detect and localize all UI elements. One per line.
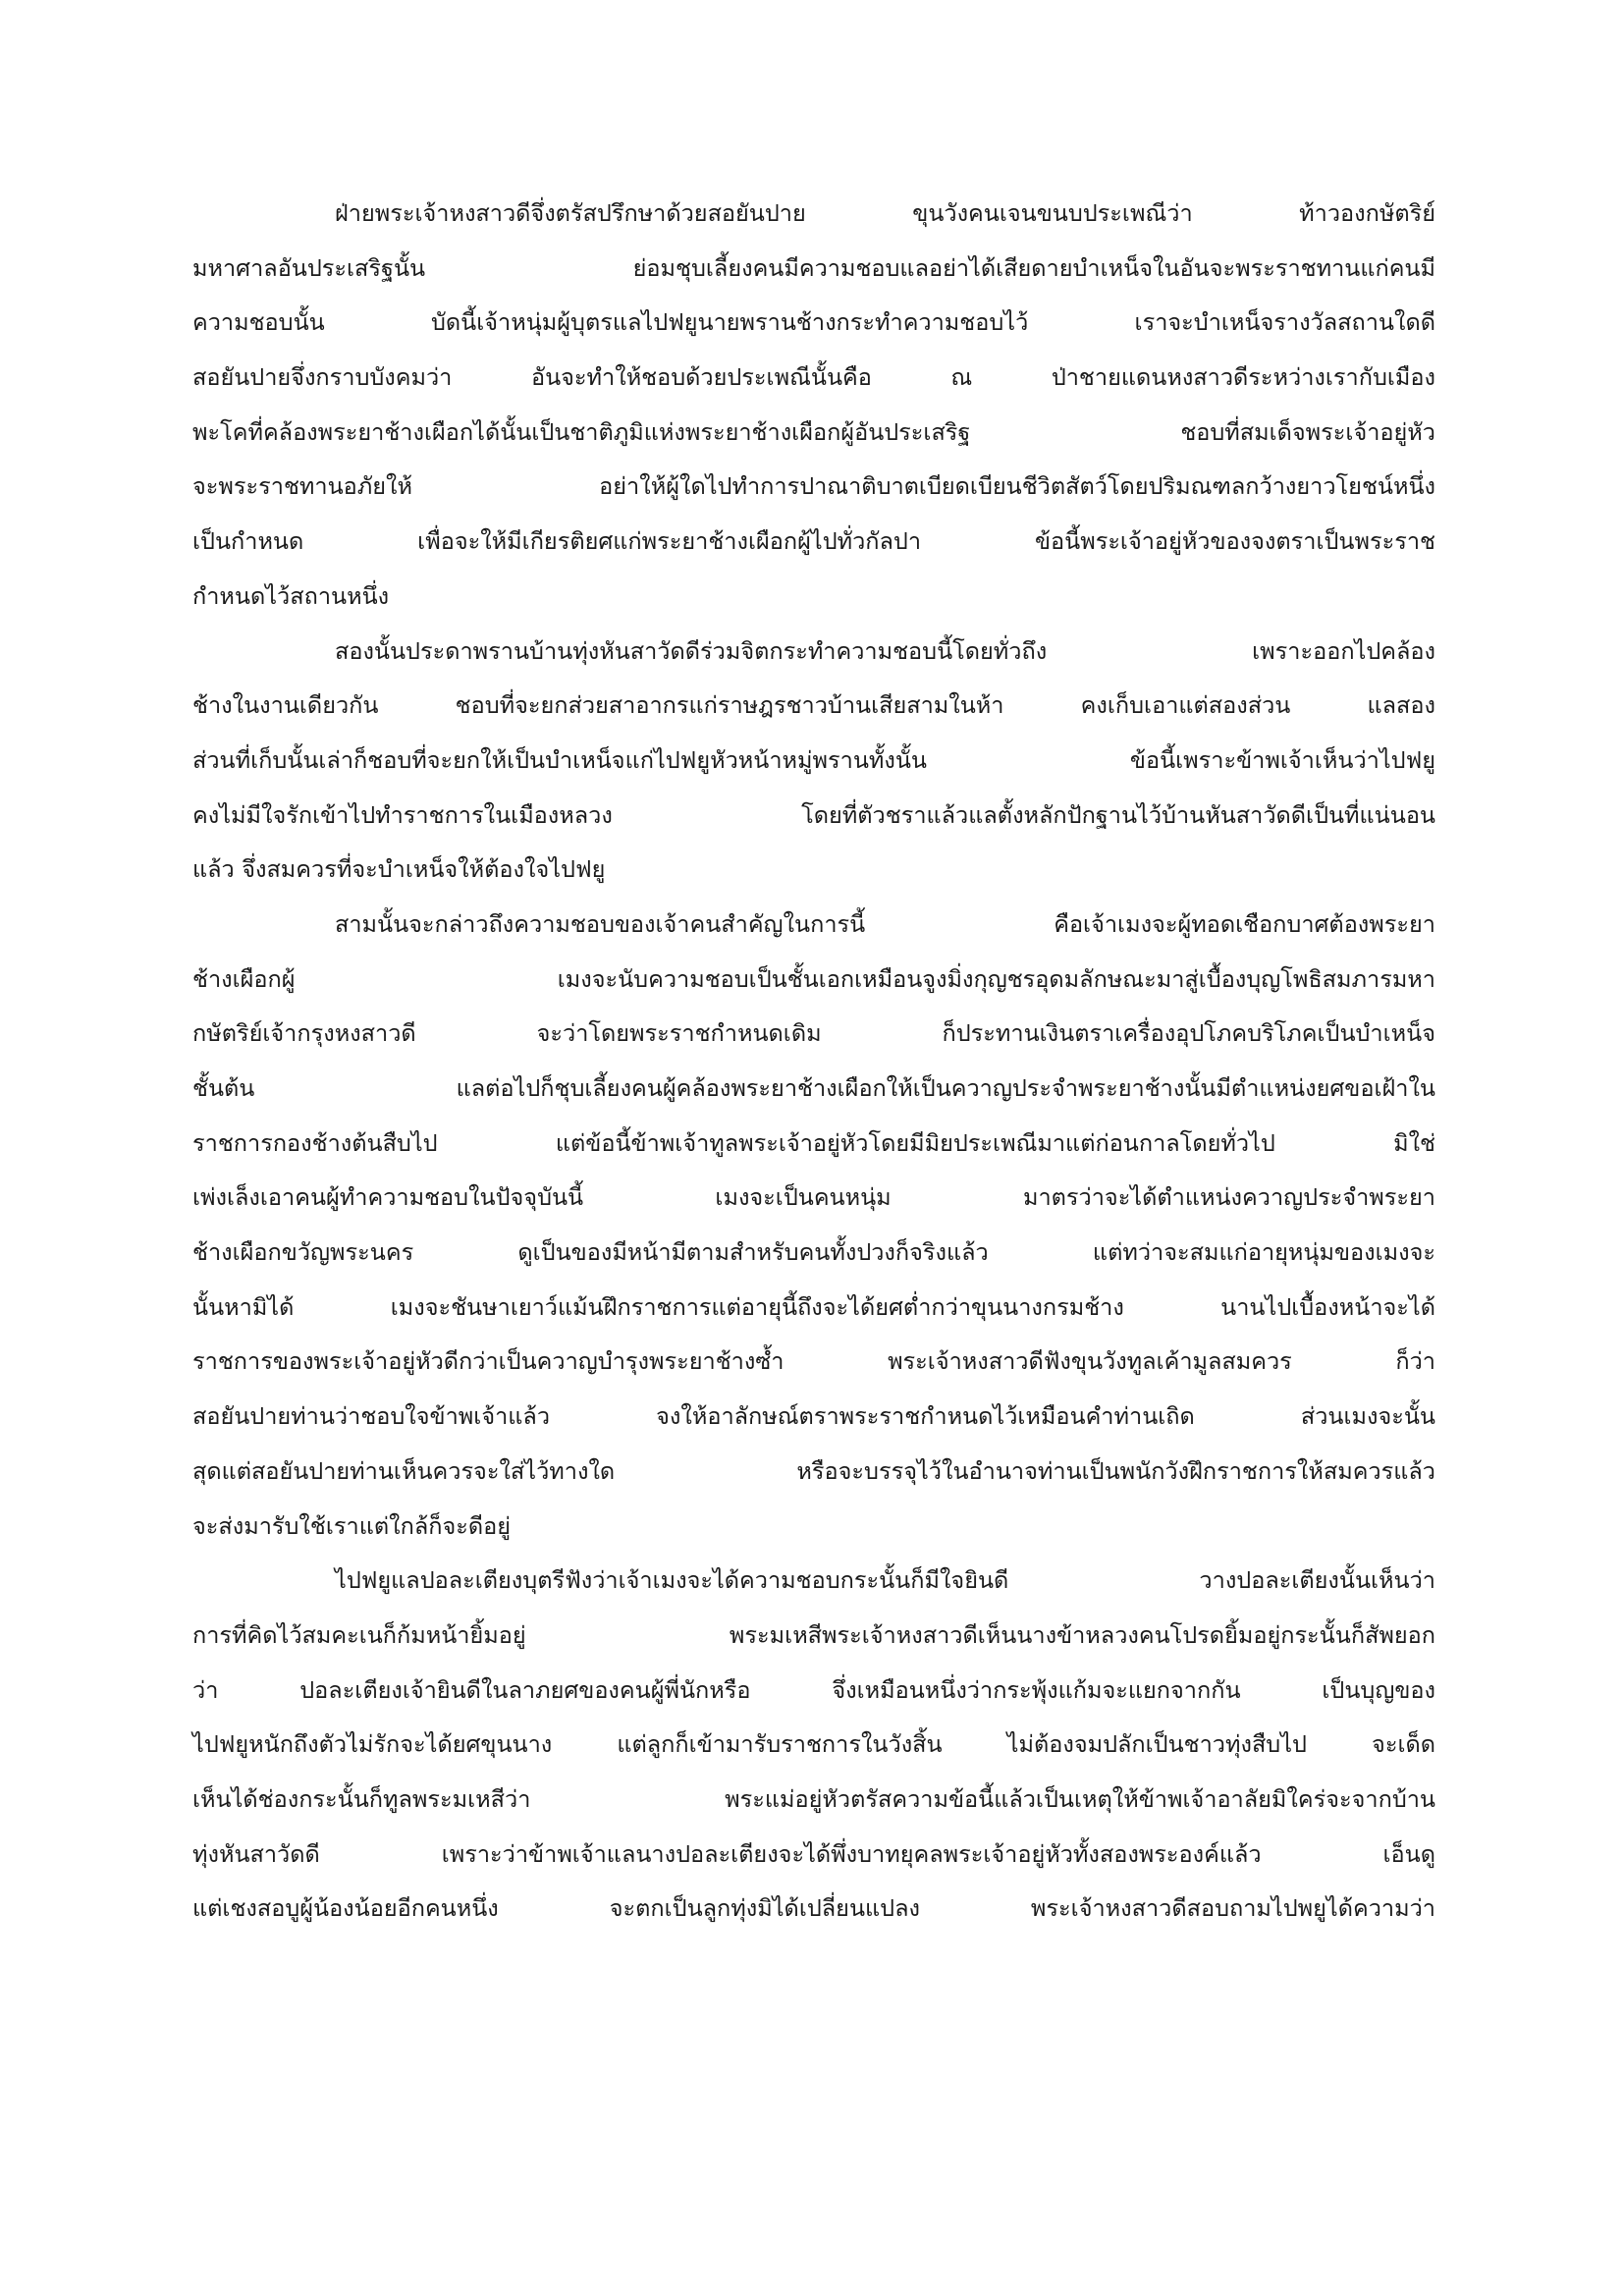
paragraph-3	[192, 898, 1435, 1554]
paragraph-1	[192, 187, 1435, 625]
text-line: สามนั้นจะกล่าวถึงความชอบของเจ้าคนสำคัญในการนี้ คือเจ้าเมงจะผู้ทอดเชือกบาศต้องพระยา	[335, 909, 1435, 938]
paragraph-2	[192, 625, 1435, 898]
text-line: สอยันปายจึ่งกราบบังคมว่า อันจะทำให้ชอบด้วยประเพณีนั้นคือ ณ ป่าชายแดนหงสาวดีระหว่างเรากับเมือง	[192, 363, 1435, 392]
text-line: ราชการกองช้างต้นสืบไป แต่ข้อนี้ข้าพเจ้าทูลพระเจ้าอยู่หัวโดยมีมิยประเพณีมาแต่ก่อนกาลโดยทั่วไป มิใช่	[192, 1128, 1435, 1157]
text-line: ช้างเผือกผู้ เมงจะนับความชอบเป็นชั้นเอกเหมือนจูงมิ่งกุญชรอุดมลักษณะมาสู่เบื้องบุญโพธิสมภารมหา	[192, 964, 1435, 993]
text-line: ช้างในงานเดียวกัน ชอบที่จะยกส่วยสาอากรแก่ราษฎรชาวบ้านเสียสามในห้า คงเก็บเอาแต่สองส่วน แลสอง	[192, 691, 1435, 720]
text-line: กำหนดไว้สถานหนึ่ง	[192, 581, 390, 610]
text-line: นั้นหามิได้ เมงจะชันษาเยาว์แม้นฝึกราชการแต่อายุนี้ถึงจะได้ยศต่ำกว่าขุนนางกรมช้าง นานไปเบื้องหน้าจะได้	[192, 1292, 1435, 1321]
text-line: พะโคที่คล้องพระยาช้างเผือกได้นั้นเป็นชาติภูมิแห่งพระยาช้างเผือกผู้อันประเสริฐ ชอบที่สมเด็จพระเจ้าอยู่หัว	[192, 417, 1435, 446]
paragraph-4	[192, 1554, 1435, 1937]
text-line: สอยันปายท่านว่าชอบใจข้าพเจ้าแล้ว จงให้อาลักษณ์ตราพระราชกำหนดไว้เหมือนคำท่านเถิด ส่วนเมงจะนั้น	[192, 1402, 1435, 1431]
text-line: คงไม่มีใจรักเข้าไปทำราชการในเมืองหลวง โดยที่ตัวชราแล้วแลตั้งหลักปักฐานไว้บ้านหันสาวัดดีเป็นที่แน่นอน	[192, 800, 1435, 829]
text-line: จะพระราชทานอภัยให้ อย่าให้ผู้ใดไปทำการปาณาติบาตเบียดเบียนชีวิตสัตว์โดยปริมณฑลกว้างยาวโยชน์หนึ่ง	[192, 472, 1435, 501]
text-line: ไปฟยูหนักถึงตัวไม่รักจะได้ยศขุนนาง แต่ลูกก็เข้ามารับราชการในวังสิ้น ไม่ต้องจมปลักเป็นชาวทุ่งสืบไป จะเด็ด	[192, 1730, 1435, 1759]
text-line: เป็นกำหนด เพื่อจะให้มีเกียรติยศแก่พระยาช้างเผือกผู้ไปทั่วกัลปา ข้อนี้พระเจ้าอยู่หัวของจงตราเป็นพระราช	[192, 527, 1435, 556]
text-line: ความชอบนั้น บัดนี้เจ้าหนุ่มผู้บุตรแลไปฟยูนายพรานช้างกระทำความชอบไว้ เราจะบำเหน็จรางวัลสถานใดดี	[192, 308, 1435, 337]
text-line: ส่วนที่เก็บนั้นเล่าก็ชอบที่จะยกให้เป็นบำเหน็จแก่ไปฟยูหัวหน้าหมู่พรานทั้งนั้น ข้อนี้เพราะข้าพเจ้าเห็นว่าไปฟยู	[192, 745, 1435, 774]
text-line: เพ่งเล็งเอาคนผู้ทำความชอบในปัจจุบันนี้ เมงจะเป็นคนหนุ่ม มาตรว่าจะได้ตำแหน่งควาญประจำพระยา	[192, 1183, 1435, 1212]
text-line: การที่คิดไว้สมคะเนก็ก้มหน้ายิ้มอยู่ พระมเหสีพระเจ้าหงสาวดีเห็นนางข้าหลวงคนโปรดยิ้มอยู่กระนั้นก็สัพยอก	[192, 1620, 1435, 1649]
text-line: เห็นได้ช่องกระนั้นก็ทูลพระมเหสีว่า พระแม่อยู่หัวตรัสความข้อนี้แล้วเป็นเหตุให้ข้าพเจ้าอาลัยมิใคร่จะจากบ้าน	[192, 1784, 1435, 1813]
text-line: มหาศาลอันประเสริฐนั้น ย่อมชุบเลี้ยงคนมีความชอบแลอย่าได้เสียดายบำเหน็จในอันจะพระราชทานแก่คนมี	[192, 253, 1435, 282]
text-line: ว่า ปอละเตียงเจ้ายินดีในลาภยศของคนผู้พี่นักหรือ จึ่งเหมือนหนึ่งว่ากระพุ้งแก้มจะแยกจากกัน เป็นบุญของ	[192, 1675, 1435, 1704]
text-line: ฝ่ายพระเจ้าหงสาวดีจึ่งตรัสปรึกษาด้วยสอยันปาย ขุนวังคนเจนขนบประเพณีว่า ท้าวองกษัตริย์	[335, 199, 1435, 227]
text-line: กษัตริย์เจ้ากรุงหงสาวดี จะว่าโดยพระราชกำหนดเดิม ก็ประทานเงินตราเครื่องอุปโภคบริโภคเป็นบำเหน็จ	[192, 1019, 1435, 1048]
text-line: สุดแต่สอยันปายท่านเห็นควรจะใส่ไว้ทางใด หรือจะบรรจุไว้ในอำนาจท่านเป็นพนักวังฝึกราชการให้สมควรแล้ว	[192, 1456, 1435, 1485]
text-line: ชั้นต้น แลต่อไปก็ชุบเลี้ยงคนผู้คล้องพระยาช้างเผือกให้เป็นควาญประจำพระยาช้างนั้นมีตำแหน่งยศขอเฝ้าใน	[192, 1074, 1435, 1102]
text-line: ช้างเผือกขวัญพระนคร ดูเป็นของมีหน้ามีตามสำหรับคนทั้งปวงก็จริงแล้ว แต่ทว่าจะสมแก่อายุหนุ่มของเมงจะ	[192, 1238, 1435, 1267]
text-line: ไปฟยูแลปอละเตียงบุตรีฟังว่าเจ้าเมงจะได้ความชอบกระนั้นก็มีใจยินดี วางปอละเตียงนั้นเห็นว่า	[335, 1566, 1435, 1595]
text-line: สองนั้นประดาพรานบ้านทุ่งหันสาวัดดีร่วมจิตกระทำความชอบนี้โดยทั่วถึง เพราะออกไปคล้อง	[335, 636, 1435, 665]
text-line: จะส่งมารับใช้เราแต่ใกล้ก็จะดีอยู่	[192, 1511, 511, 1540]
text-line: แต่เชงสอบูผู้น้องน้อยอีกคนหนึ่ง จะตกเป็นลูกทุ่งมิได้เปลี่ยนแปลง พระเจ้าหงสาวดีสอบถามไปพยูได้ความว่า	[192, 1894, 1435, 1923]
text-line: ทุ่งหันสาวัดดี เพราะว่าข้าพเจ้าแลนางปอละเตียงจะได้พึ่งบาทยุคลพระเจ้าอยู่หัวทั้งสองพระองค์แล้ว เอ็นดู	[192, 1839, 1435, 1868]
text-line: ราชการของพระเจ้าอยู่หัวดีกว่าเป็นควาญบำรุงพระยาช้างซ้ำ พระเจ้าหงสาวดีฟังขุนวังทูลเค้ามูลสมควร ก็ว่า	[192, 1347, 1435, 1376]
body-text	[192, 187, 1435, 1937]
text-line: แล้ว จึ่งสมควรที่จะบำเหน็จให้ต้องใจไปฟยู	[192, 855, 606, 884]
